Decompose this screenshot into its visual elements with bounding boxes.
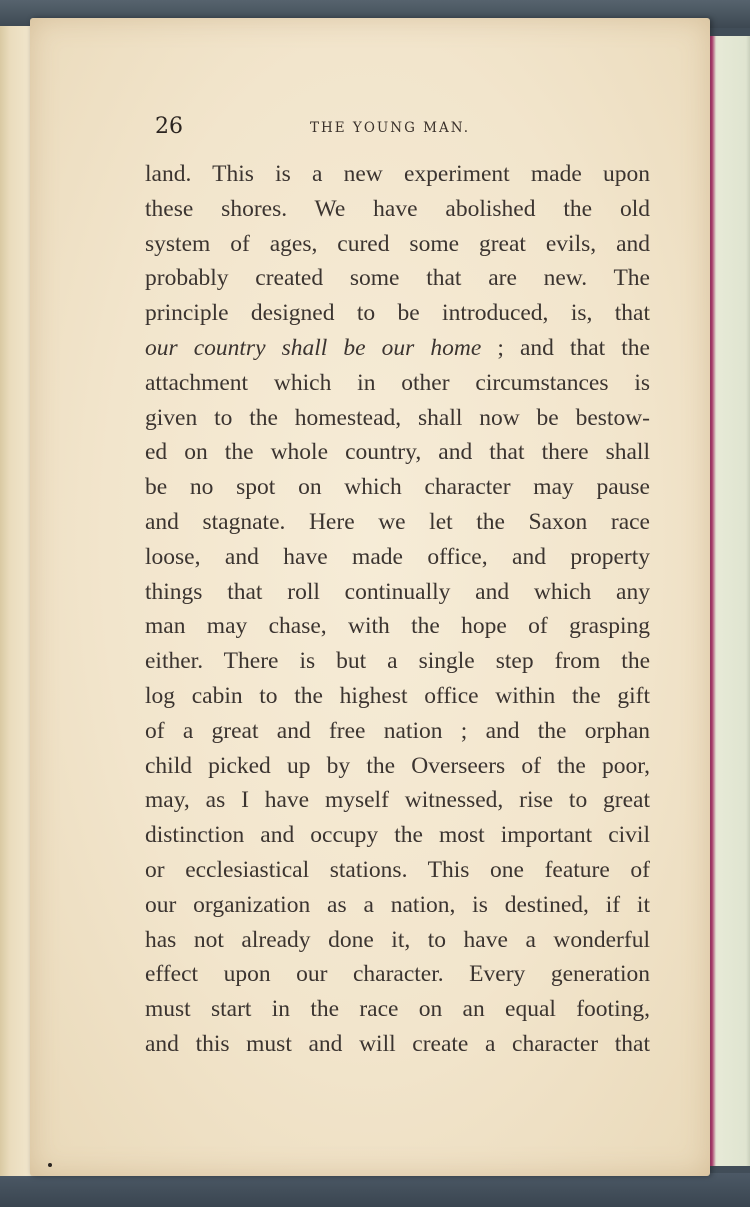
text-line: and stagnate. Here we let the Saxon race	[145, 508, 650, 535]
text-line: distinction and occupy the most important civil	[145, 822, 650, 849]
text-line: man may chase, with the hope of grasping	[145, 613, 650, 640]
ink-speck	[48, 1163, 52, 1167]
text-line: either. There is but a single step from the	[145, 648, 650, 675]
body-text	[145, 157, 650, 1062]
text-line: be no spot on which character may pause	[145, 474, 650, 501]
text-line: log cabin to the highest office within the gift	[145, 682, 650, 709]
text-line: attachment which in other circumstances is	[145, 369, 650, 396]
text-line: system of ages, cured some great evils, and	[145, 230, 650, 257]
text-line: land. This is a new experiment made upon	[145, 161, 650, 187]
italic-phrase: our country shall be our home	[145, 334, 482, 361]
text-line: and this must and will create a character that	[145, 1030, 650, 1057]
next-page-edge	[706, 36, 750, 1166]
text-line: probably created some that are new. The	[145, 265, 650, 292]
text-line: these shores. We have abolished the old	[145, 195, 650, 222]
text-line: of a great and free nation ; and the orphan	[145, 717, 650, 744]
text-line: must start in the race on an equal footing,	[145, 996, 650, 1023]
text-line: effect upon our character. Every generation	[145, 961, 650, 988]
text-line: may, as I have myself witnessed, rise to great	[145, 787, 650, 814]
text-line: our organization as a nation, is destined, if it	[145, 891, 650, 918]
running-title: THE YOUNG MAN.	[310, 120, 470, 136]
text-line: principle designed to be introduced, is, that	[145, 300, 650, 327]
text-line: our country shall be our home ; and that the	[145, 334, 650, 361]
book-cover-bottom	[0, 1173, 750, 1207]
text-line: or ecclesiastical stations. This one feature of	[145, 856, 650, 883]
text-line: has not already done it, to have a wonderful	[145, 926, 650, 953]
page-header	[150, 114, 650, 144]
text-line: given to the homestead, shall now be bestow-	[145, 404, 650, 431]
text-line: child picked up by the Overseers of the poor,	[145, 752, 650, 779]
text-line: ed on the whole country, and that there shall	[145, 439, 650, 466]
page-number: 26	[155, 114, 183, 139]
text-line: things that roll continually and which any	[145, 578, 650, 605]
text-line: loose, and have made office, and property	[145, 543, 650, 570]
